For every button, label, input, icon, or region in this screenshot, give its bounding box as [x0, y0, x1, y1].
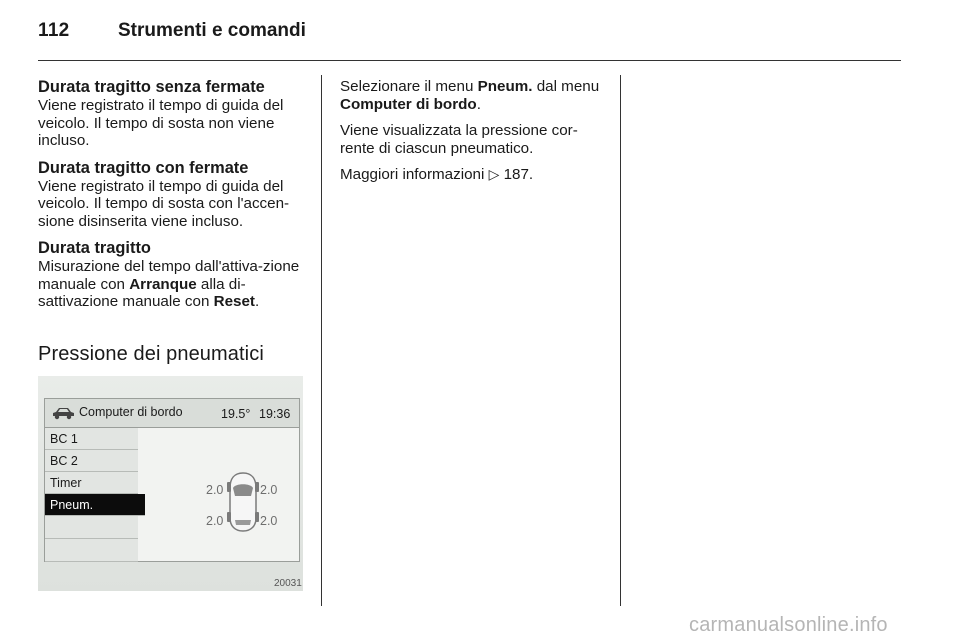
middle-column	[340, 78, 602, 193]
left-column	[38, 78, 304, 320]
section-title: Durata tragitto	[38, 239, 151, 257]
text-fragment: Maggiori informazioni	[340, 166, 489, 183]
pressure-front-left: 2.0	[206, 483, 224, 497]
menu-item-pneum[interactable]: Pneum.	[45, 494, 145, 516]
keyword-pneum: Pneum.	[477, 78, 533, 95]
instruction-paragraph	[340, 78, 602, 113]
text-fragment: alla di-sattivazione manuale con	[38, 275, 246, 310]
chapter-title: Strumenti e comandi	[118, 20, 306, 41]
menu-item-timer[interactable]: Timer	[45, 472, 138, 494]
section-heading-tire-pressure: Pressione dei pneumatici	[38, 343, 264, 365]
section-trip-with-stops	[38, 159, 304, 231]
text-fragment: .	[254, 293, 260, 310]
screen-menu	[45, 428, 138, 562]
keyword-reset: Reset	[213, 293, 255, 310]
section-title: Durata tragitto con fermate	[38, 158, 249, 177]
pressure-rear-right: 2.0	[260, 514, 278, 528]
section-title: Durata tragitto senza fermate	[38, 78, 265, 96]
text-fragment: dal menu	[532, 78, 600, 95]
pressure-front-right: 2.0	[260, 483, 278, 497]
reference-paragraph	[340, 166, 602, 184]
clock-time: 19:36	[259, 407, 291, 421]
section-text	[38, 258, 304, 311]
car-top-view-icon	[226, 472, 260, 532]
text-fragment: .	[476, 95, 481, 113]
reference-arrow-icon: ▷	[488, 166, 500, 182]
description-paragraph: Viene visualizzata la pressione cor-rente di ciascun pneumatico.	[340, 122, 578, 157]
text-fragment: Misurazione del tempo dall'attiva-zione manuale con	[38, 258, 300, 293]
display-screen	[44, 398, 300, 562]
section-trip-without-stops	[38, 78, 304, 150]
pressure-rear-left: 2.0	[206, 514, 224, 528]
watermark: carmanualsonline.info	[689, 614, 888, 636]
page-reference-link[interactable]: 187.	[499, 166, 534, 183]
section-text: Viene registrato il tempo di guida del veicolo. Il tempo di sosta con l'accen-sione disinserita viene incluso.	[38, 177, 290, 230]
menu-item-empty	[45, 539, 138, 562]
board-computer-screen-figure	[38, 376, 303, 591]
menu-item-empty	[45, 516, 138, 539]
figure-code: 20031	[274, 578, 302, 589]
car-icon	[51, 406, 75, 420]
outside-temperature: 19.5°	[221, 407, 251, 421]
screen-header	[45, 399, 299, 428]
text-fragment: Selezionare il menu	[340, 78, 478, 95]
section-trip-duration	[38, 239, 304, 311]
keyword-computer-di-bordo: Computer di bordo	[340, 95, 477, 113]
column-divider-right	[620, 75, 621, 606]
header-divider	[38, 60, 901, 61]
keyword-arranque: Arranque	[129, 275, 197, 293]
page-number: 112	[38, 20, 70, 41]
screen-title: Computer di bordo	[79, 405, 183, 419]
menu-item-bc1[interactable]: BC 1	[45, 428, 138, 450]
menu-item-bc2[interactable]: BC 2	[45, 450, 138, 472]
column-divider-left	[321, 75, 322, 606]
section-text: Viene registrato il tempo di guida del veicolo. Il tempo di sosta non viene incluso.	[38, 97, 284, 149]
